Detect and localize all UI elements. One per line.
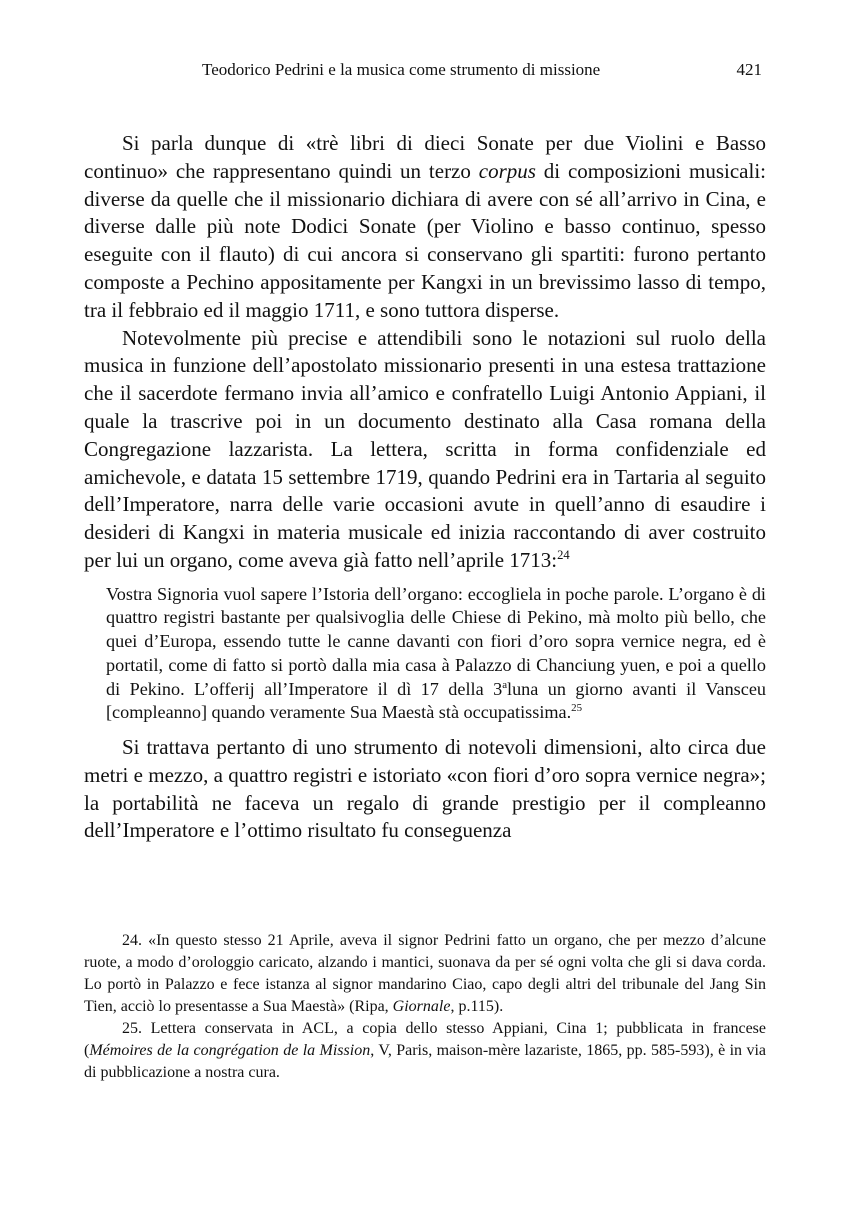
footnote-24-text: 24. «In questo stesso 21 Aprile, aveva il signor Pedrini fatto un organo, che per mezzo d’alcune ruote, a modo d’orologgio caricato, alzando i mantici, suonava da per sé ogni volta che gli si dava corda. Lo portò in Palazzo e fece istanza al signor mandarino Ciao, capo degli altri del tribunale del Jang Sin Tien, acciò lo presentasse a Sua Maestà» (Ripa, bbox=[84, 932, 766, 1015]
block-quote bbox=[106, 583, 766, 725]
main-text bbox=[84, 130, 766, 845]
running-header bbox=[202, 60, 762, 86]
footnotes bbox=[84, 930, 766, 1084]
footnote-24 bbox=[84, 930, 766, 1018]
page-number: 421 bbox=[736, 60, 762, 79]
paragraph-1-text: Si parla dunque di «trè libri di dieci Sonate per due Violini e Basso continuo» che rappresentano quindi un terzo bbox=[84, 131, 766, 183]
footnote-25-text: 25. Lettera conservata in ACL, a copia dello stesso Appiani, Cina 1; pubblicata in francese ( bbox=[84, 1020, 766, 1059]
quote-rest: luna un giorno avanti il Vansceu [compleanno] quando veramente Sua Maestà stà occupatissima. bbox=[106, 678, 766, 723]
quote-superscript: a bbox=[502, 678, 508, 691]
paragraph-3: Si trattava pertanto di uno strumento di notevoli dimensioni, alto circa due metri e mezzo, a quattro registri e istoriato «con fiori d’oro sopra vernice negra»; la portabilità ne faceva un regalo di grande prestigio per il compleanno dell’Imperatore e l’ottimo risultato fu conseguenza bbox=[84, 734, 766, 843]
paragraph-1-italic: corpus bbox=[478, 158, 536, 183]
quote-text bbox=[106, 583, 766, 725]
running-title: Teodorico Pedrini e la musica come strumento di missione bbox=[202, 60, 601, 79]
footnote-24-rest: , p.115). bbox=[450, 998, 504, 1015]
paragraph-1 bbox=[84, 130, 766, 325]
footnote-ref-25[interactable]: 25 bbox=[571, 702, 583, 715]
footnote-24-italic: Giornale bbox=[392, 998, 451, 1015]
paragraph-2 bbox=[84, 325, 766, 575]
footnote-ref-24[interactable]: 24 bbox=[557, 547, 570, 562]
footnote-25 bbox=[84, 1018, 766, 1084]
paragraph-2-text: Notevolmente più precise e attendibili sono le notazioni sul ruolo della musica in funzione dell’apostolato missionario presenti in una estesa trattazione che il sacerdote fermano invia all’amico e confratello Luigi Antonio Appiani, il quale la trascrive poi in un documento destinato alla Casa romana della Congregazione lazzarista. La lettera, scritta in forma confidenziale ed amichevole, e datata 15 settembre 1719, quando Pedrini era in Tartaria al seguito dell’Imperatore, narra delle varie occasioni avute in quell’anno di esaudire i desideri di Kangxi in materia musicale ed inizia raccontando di aver costruito per lui un organo, come aveva già fatto nell’aprile 1713: bbox=[84, 325, 766, 572]
footnote-25-italic: Mémoires de la congrégation de la Mission bbox=[89, 1042, 371, 1059]
footnote-25-rest: , V, Paris, maison-mère lazariste, 1865, pp. 585-593), è in via di pubblicazione a nostra cura. bbox=[84, 1042, 766, 1081]
quote-body: Vostra Signoria vuol sapere l’Istoria dell’organo: eccogliela in poche parole. L’organo è di quattro registri bastante per qualsivoglia delle Chiese di Pekino, mà molto più bello, che quei d’Europa, essendo tutte le canne davanti con fiori d’oro sopra vernice negra, ed è portatil, come di fatto si portò dalla mia casa à Palazzo di Chanciung yuen, e poi a quello di Pekino. L’offerij all’Imperatore il dì 17 della 3 bbox=[106, 583, 766, 699]
paragraph-1-rest: di composizioni musicali: diverse da quelle che il missionario dichiara di avere con sé all’arrivo in Cina, e diverse dalle più note Dodici Sonate (per Violino e basso continuo, spesso eseguite con il flauto) di cui ancora si conservano gli spartiti: furono pertanto composte a Pechino appositamente per Kangxi in un brevissimo lasso di tempo, tra il febbraio ed il maggio 1711, e sono tuttora disperse. bbox=[84, 158, 766, 322]
